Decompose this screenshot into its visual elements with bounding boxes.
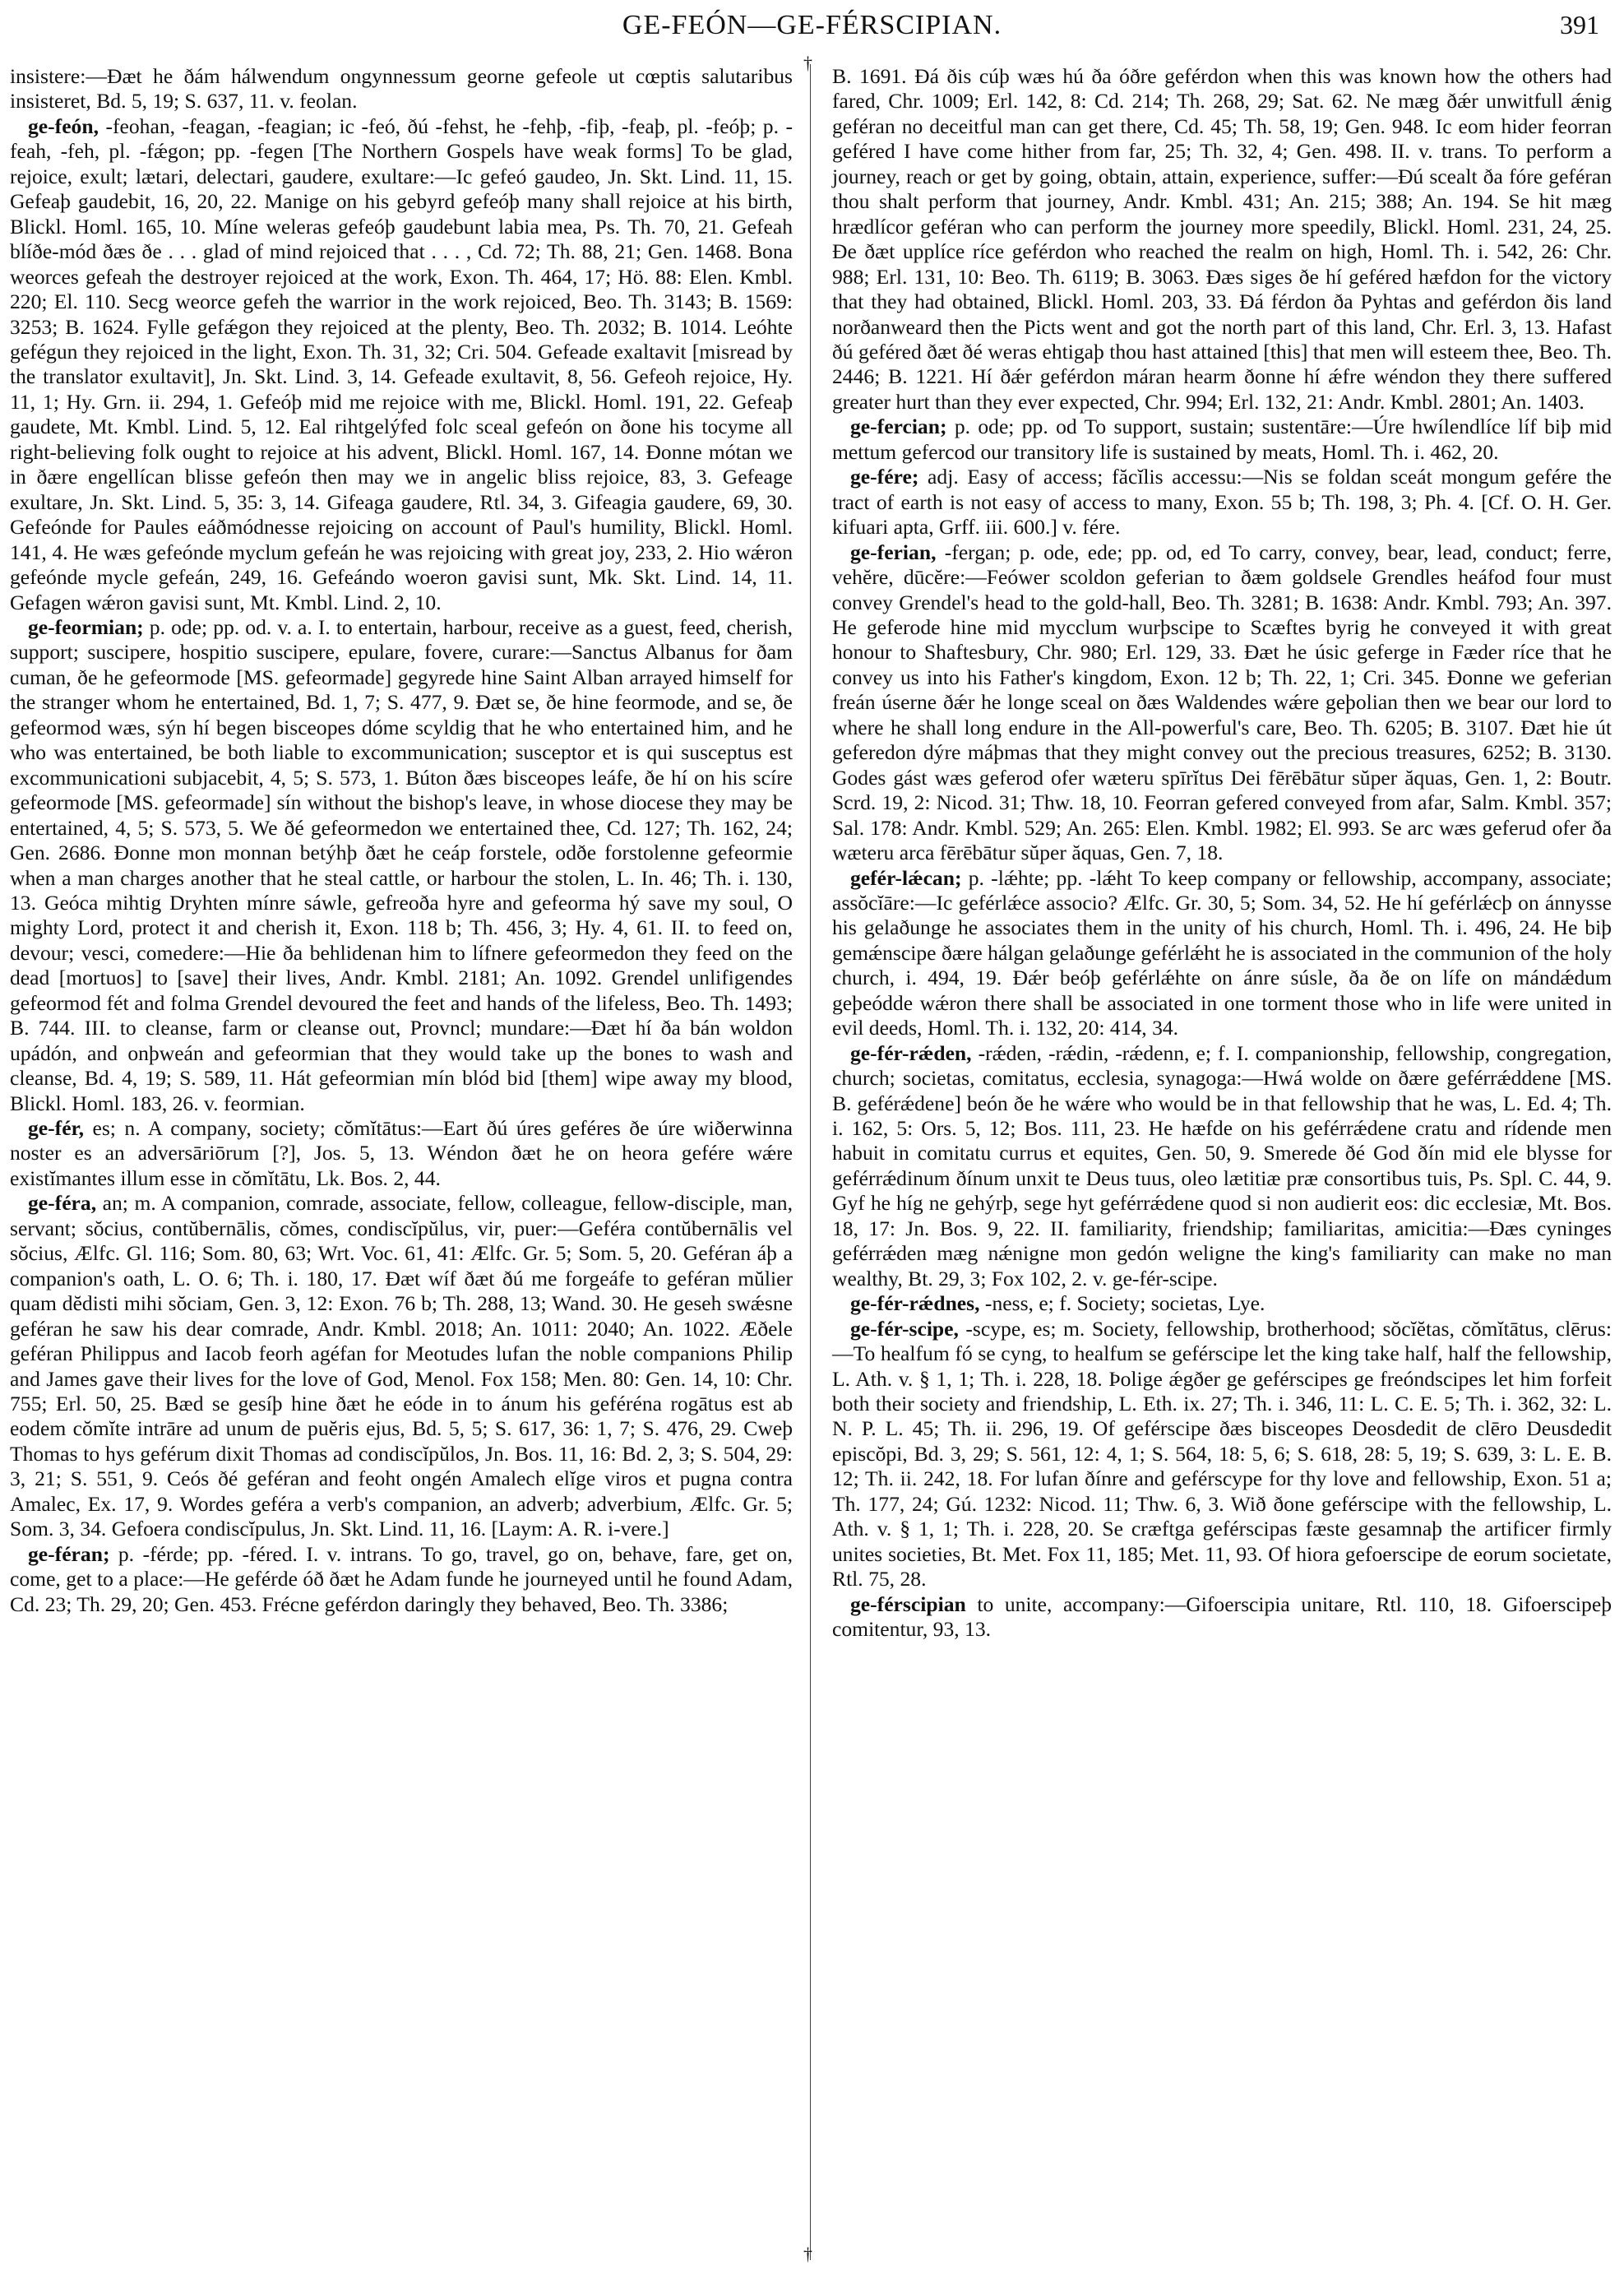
entry-text: B. 1691. Ðá ðis cúþ wæs hú ða óðre geférdon when this was known how the others had fared, Chr. 1009; Erl. 142, 8: Cd. 214; Th. 268, 29; Sat. 62. Ne mæg ðǽr unwitfull ǽnig geféran no deceitful man can get there, Cd. 45; Th. 58, 19; Gen. 948. Ic eom hider feorran geféred I have come hither from far, 25; Th. 32, 4; Gen. 498. II. v. trans. To perform a journey, reach or get by going, obtain, attain, experience, suffer:—Ðú scealt ða fóre geféran thou shalt perform that journey, Andr. Kmbl. 431; An. 215; 388; An. 194. Se hit mæg hrædlícor geféran who can perform the journey more speedily, Blickl. Homl. 231, 24, 25. Ðe ðæt upplíce ríce geférdon who reached the realm on high, Homl. Th. i. 542, 26: Chr. 988; Erl. 131, 10: Beo. Th. 6119; B. 3063. Ðæs siges ðe hí geféred hæfdon for the victory that they had obtained, Blickl. Homl. 203, 33. Ðá férdon ða Pyhtas and geférdon ðis land norðanweard then the Picts went and got the north part of this land, Chr. Erl. 3, 13. Hafast ðú geféred ðæt ðé weras ehtigaþ thou hast attained [this] that men will esteem thee, Beo. Th. 2446; B. 1221. Hí ðǽr geférdon máran hearm ðonne hí ǽfre wéndon they there suffered greater hurt than they ever expected, Chr. 994; Erl. 132, 21: Andr. Kmbl. 2801; An. 1403. (832, 64, 1612, 414)
entry-headword: ge-fercian; (850, 415, 947, 439)
dictionary-entry (10, 615, 793, 1116)
dictionary-entry (10, 64, 793, 114)
entry-headword: ge-feormian; (28, 614, 144, 639)
divider-ornament-icon: † (803, 53, 812, 73)
page-number: 391 (1560, 10, 1599, 39)
entry-headword: ge-fér, (28, 1116, 84, 1141)
entry-text: p. ode; pp. od To support, sustain; sustentāre:—Úre hwílendlíce líf biþ mid mettum gefercod our transitory life is sustained by meats, Homl. Th. i. 462, 20. (832, 415, 1612, 464)
column-divider (810, 64, 811, 2260)
entry-text: es; n. A company, society; cŏmĭtātus:—Eart ðú úres geféres ðe úre wiðerwinna noster es an adversāriōrum [?], Jos. 5, 13. Wéndon ðæt he on heora geférе wǽre existĭmantes illum esse in cŏmĭtātu, Lk. Bos. 2, 44. (10, 1116, 793, 1190)
entry-text: adj. Easy of access; făcĭlis accessu:—Nis se foldan sceát mongum gefére the tract of earth is not easy of access to many, Exon. 55 b; Th. 198, 3; Ph. 4. [Cf. O. H. Ger. kifuari apta, Grff. iii. 600.] v. fére. (832, 465, 1612, 540)
dictionary-entry (832, 64, 1612, 415)
entry-text: an; m. A companion, comrade, associate, fellow, colleague, fellow-disciple, man, servant; sŏcius, contŭbernālis, cŏmes, condiscĭpŭlus, vir, puer:—Geféra contŭbernālis vel sŏcius, Ælfc. Gl. 116; Som. 80, 63; Wrt. Voc. 61, 41: Ælfc. Gr. 5; Som. 5, 20. Geféran áþ a companion's oath, L. O. 6; Th. i. 180, 17. Ðæt wíf ðæt ðú me forgeáfe to geféran mŭlier quam dĕdisti mihi sŏciam, Gen. 3, 12: Exon. 76 b; Th. 288, 13; Wand. 30. He geseh swǽsne geféran he saw his dear comrade, Andr. Kmbl. 2018; An. 1011: 2040; An. 1022. Æðele geféran Philippus and Iacob feorh agéfan for Meotudes lufan the noble companions Philip and James gave their lives for the love of God, Menol. Fox 158; Men. 80: Gen. 14, 10: Chr. 755; Erl. 50, 25. Bæd se gesíþ hine ðæt he eóde in to ánum his geféréna rogātus est ab eodem cŏmĭte intrāre ad unum de puĕris ejus, Bd. 5, 5; S. 617, 36: 1, 7; S. 476, 29. Cweþ Thomas to hys geférum dixit Thomas ad condiscĭpŭlos, Jn. Bos. 11, 16: Bd. 2, 3; S. 504, 29: 3, 21; S. 551, 9. Ceós ðé geféran and feoht ongén Amalech elĭge viros et pugna contra Amalec, Ex. 17, 9. Wordes geféra a verb's companion, an adverb; adverbium, Ælfc. Gr. 5; Som. 3, 34. Gefoera condiscĭpulus, Jn. Skt. Lind. 11, 16. [Laym: A. R. i-vere.] (10, 1191, 793, 1541)
entry-headword: ge-féran; (28, 1541, 110, 1566)
entry-headword: ge-féra, (28, 1191, 97, 1216)
entry-text: to unite, accompany:—Gifoerscipia unitare, Rtl. 110, 18. Gifoerscipeþ comitentur, 93, 13. (832, 1591, 1612, 1642)
entry-headword: gefér-lǽcan; (850, 865, 962, 890)
entry-text: insistere:—Ðæt he ðám hálwendum ongynnessum georne gefeole ut cœptis salutaribus insisteret, Bd. 5, 19; S. 637, 11. v. feolan. (10, 64, 793, 114)
entry-headword: ge-fér-scipe, (850, 1316, 959, 1341)
entry-headword: ge-ferian, (850, 540, 937, 564)
entry-headword: ge-fér-rǽden, (850, 1040, 972, 1065)
dictionary-entry (832, 465, 1612, 540)
entry-text: -rǽden, -rǽdin, -rǽdenn, e; f. I. companionship, fellowship, congregation, church; societas, comitatus, ecclesia, synagoga:—Hwá wolde on ðære geférrǽddene [MS. B. geférǽdene] beón ðe he wǽre who would be in that fellowship that he was, L. Ed. 4; Th. i. 162, 5: Ors. 5, 12; Bos. 111, 23. He hæfde on his geférrǽdene cratu and rídende men habuit in comitatu currus et equites, Gen. 50, 9. Smerede ðé God ðín mid ele blysse for geférrǽdinum ðínum unxit te Deus tuus, oleo lætitiæ præ consortibus tuis, Ps. Spl. C. 44, 9. Gyf he híg ne gehýrþ, sege hyt geférrǽdene quod si non audierit eos: dic ecclesiæ, Mt. Bos. 18, 17: Jn. Bos. 9, 22. II. familiarity, friendship; familiaritas, amicitia:—Ðæs cyninges geférrǽden mæg nǽnigne mon gedón weligne the king's familiarity can make no man wealthy, Bt. 29, 3; Fox 102, 2. v. ge-fér-scipe. (832, 1040, 1612, 1290)
entry-headword: ge-férscipian (850, 1591, 966, 1616)
entry-text: p. -férde; pp. -féred. I. v. intrans. To go, travel, go on, behave, fare, get on, come, get to a place:—He geférde óð ðæt he Adam funde he journeyed until he found Adam, Cd. 23; Th. 29, 20; Gen. 453. Frécne geférdon daringly they behaved, Beo. Th. 3386; (10, 1541, 793, 1616)
entry-text: -fergan; p. ode, ede; pp. od, ed To carry, convey, bear, lead, conduct; ferre, vehĕre, dūcĕre:—Feówer scoldon geferian to ðæm goldsele Grendles heáfod four must convey Grendel's head to the gold-hall, Beo. Th. 3281; B. 1638: Andr. Kmbl. 793; An. 397. He geferode hine mid mycclum wurþscipe to Scæftes byrig he conveyed it with great honour to Shaftesbury, Chr. 980; Erl. 129, 33. Ðæt he úsic geferge in Fæder ríce that he convey us into his Father's kingdom, Exon. 12 b; Th. 22, 1; Cri. 345. Ðonne we geferian freán úserne ðǽr he longe sceal on ðæs Waldendes wǽre geþolian then we bear our lord to where he shall long endure in the All-powerful's care, Beo. Th. 6205; B. 3107. Ðæt hie út geferedon dýre máþmas that they might convey out the precious treasures, 6252; B. 3130. Godes gást wæs geferod ofer wæteru spīrĭtus Dei fērēbātur sŭper ăquas, Gen. 1, 2: Boutr. Scrd. 19, 2: Nicod. 31; Thw. 18, 10. Feorran gefered conveyed from afar, Salm. Kmbl. 357; Sal. 178: Andr. Kmbl. 529; An. 265: Elen. Kmbl. 1982; El. 993. Se arc wæs geferud ofer ða wæteru arca fērēbātur sŭper ăquas, Gen. 7, 18. (832, 540, 1612, 865)
entry-headword: ge-fér-rǽdnes, (850, 1291, 980, 1316)
page-header (0, 8, 1624, 49)
left-column (10, 64, 793, 1617)
running-title: GE-FEÓN—GE-FÉRSCIPIAN. (622, 10, 1002, 40)
dictionary-entry (10, 114, 793, 615)
dictionary-entry (832, 866, 1612, 1041)
entry-text: p. -lǽhte; pp. -lǽht To keep company or fellowship, accompany, associate; assŏcĭāre:—Ic geférlǽce associo? Ælfc. Gr. 30, 5; Som. 34, 52. He hí geférlǽcþ on ánnysse his gelaðunge he associates them in the unity of his church, Homl. Th. i. 496, 24. He biþ gemǽnscipe ðære hálgan gelaðunge geférlǽht he is associated in the communion of the holy church, i. 494, 19. Ðǽr beóþ geférlǽhte on ánre súsle, ða ðe on lífe on mándǽdum geþeódde wǽron there shall be associated in one torment those who in life were united in evil deeds, Homl. Th. i. 132, 20: 414, 34. (832, 865, 1612, 1040)
entry-headword: ge-feón, (28, 114, 99, 138)
entry-headword: ge-fére; (850, 465, 919, 489)
dictionary-entry (832, 415, 1612, 465)
right-column (832, 64, 1612, 1642)
dictionary-entry (832, 1041, 1612, 1292)
dictionary-entry (832, 1592, 1612, 1642)
dictionary-entry (832, 1317, 1612, 1592)
entry-text: -scype, es; m. Society, fellowship, brotherhood; sŏcĭĕtas, cŏmĭtātus, clērus:—To healfum fó se cyng, to healfum se geférscipe let the king take half, half the fellowship, L. Ath. v. § 1, 1; Th. i. 228, 18. Þolige ǽgðer ge geférscipes ge freóndscipes let him forfeit both their society and friendship, L. Eth. ix. 27; Th. i. 346, 11: L. C. E. 5; Th. i. 362, 32: L. N. P. L. 45; Th. ii. 296, 19. Of geférscipe ðæs bisceopes Deosdedit de clēro Deusdedit episcŏpi, Bd. 3, 29; S. 561, 12: 4, 1; S. 564, 18: 5, 6; S. 618, 28: 5, 19; S. 639, 3: L. E. B. 12; Th. ii. 242, 18. For lufan ðínre and geférscype for thy love and fellowship, Exon. 51 a; Th. 177, 24; Gú. 1232: Nicod. 11; Thw. 6, 3. Wið ðone geférscipe with the fellowship, L. Ath. v. § 1, 1; Th. i. 228, 20. Se cræftga geférscipas fæste gesamnaþ the artificer firmly unites societies, Bt. Met. Fox 11, 185; Met. 11, 93. Of hiora gefoerscipe de eorum societate, Rtl. 75, 28. (832, 1316, 1612, 1591)
dictionary-entry (10, 1191, 793, 1541)
dictionary-entry (832, 540, 1612, 866)
entry-text: -feohan, -feagan, -feagian; ic -feó, ðú -fehst, he -fehþ, -fiþ, -feaþ, pl. -feóþ; p. -feah, -feh, pl. -fǽgon; pp. -fegen [The Northern Gospels have weak forms] To be glad, rejoice, exult; lætari, delectari, gaudere, exultare:—Ic gefeó gaudeo, Jn. Skt. Lind. 11, 15. Gefeaþ gaudebit, 16, 20, 22. Manige on his gebyrd gefeóþ many shall rejoice at his birth, Blickl. Homl. 165, 10. Míne weleras gefeóþ gaudebunt labia mea, Ps. Th. 70, 21. Gefeah blíðe-mód ðæs ðe . . . glad of mind rejoiced that . . . , Cd. 72; Th. 88, 21; Gen. 1468. Bona weorces gefeah the destroyer rejoiced at the work, Exon. Th. 464, 17; Hö. 88: Elen. Kmbl. 220; El. 110. Secg weorce gefeh the warrior in the work rejoiced, Beo. Th. 3143; B. 1569: 3253; B. 1624. Fylle gefǽgon they rejoiced at the plenty, Beo. Th. 2032; B. 1014. Leóhte gefégun they rejoiced in the light, Exon. Th. 31, 32; Cri. 504. Gefeade exaltavit [misread by the translator exultavit], Jn. Skt. Lind. 3, 14. Gefeade exultavit, 8, 56. Gefeoh rejoice, Hy. 11, 1; Hy. Grn. ii. 294, 1. Gefeóþ mid me rejoice with me, Blickl. Homl. 191, 22. Gefeaþ gaudete, Mt. Kmbl. Lind. 5, 12. Eal rihtgelýfed folc sceal gefeón on ðone his tocyme all right-believing folk ought to rejoice at his advent, Blickl. Homl. 167, 14. Ðonne mótan we in ðære engellícan blisse gefeón then may we in angelic bliss rejoice, 83, 3. Gefeage exultare, Jn. Skt. Lind. 5, 35: 3, 14. Gifeaga gaudere, Rtl. 34, 3. Gifeagia gaudere, 69, 30. Gefeónde for Paules eáðmódnesse rejoicing on account of Paul's humility, Blickl. Homl. 141, 4. He wæs gefeónde myclum gefeán he was rejoicing with great joy, 233, 2. Hio wǽron gefeónde mycle gefeán, 249, 16. Gefeándo woeron gavisi sunt, Mk. Skt. Lind. 14, 11. Gefagen wǽron gavisi sunt, Mt. Kmbl. Lind. 2, 10. (10, 114, 793, 614)
entry-text: -ness, e; f. Society; societas, Lye. (979, 1291, 1265, 1316)
dictionary-entry (10, 1116, 793, 1191)
dictionary-entry (10, 1542, 793, 1617)
dictionary-entry (832, 1291, 1612, 1316)
entry-text: p. ode; pp. od. v. a. I. to entertain, harbour, receive as a guest, feed, cherish, support; suscipere, hospitio suscipere, epulare, fovere, curare:—Sanctus Albanus for ðam cuman, ðe he gefeormode [MS. gefeormade] gegyrede hine Saint Alban arrayed himself for the stranger whom he entertained, Bd. 1, 7; S. 477, 9. Ðæt se, ðe hine feormode, and se, ðe gefeormod wæs, sýn hí begen bisceopes dóme scyldig that he who entertained him, and he who was entertained, be both liable to excommunication; susceptor et is qui susceptus est excommunicationi subjacebit, 4, 5; S. 573, 1. Búton ðæs bisceopes leáfe, ðe hí on his scíre gefeormode [MS. gefeormade] sín without the bishop's leave, in whose diocese they may be entertained, 4, 5; S. 573, 5. We ðé gefeormedon we entertained thee, Cd. 127; Th. 162, 24; Gen. 2686. Ðonne mon monnan betýhþ ðæt he ceáp forstele, odðe forstolenne gefeormie when a man charges another that he steal cattle, or harbour the stolen, L. In. 46; Th. i. 130, 13. Geóca mihtig Dryhten mínre sáwle, gefreoða hyre and gefeorma hý save my soul, O mighty Lord, protect it and cherish it, Exon. 118 b; Th. 456, 3; Hy. 4, 61. II. to feed on, devour; vesci, comedere:—Hie ða behlidenan him to lífnere gefeormedon they feed on the dead [mortuos] to [save] their lives, Andr. Kmbl. 2181; An. 1092. Grendel unlifigendes gefeormod fét and folma Grendel devoured the feet and hands of the lifeless, Beo. Th. 1493; B. 744. III. to cleanse, farm or cleanse out, Provncl; mundare:—Ðæt hí ða bán woldon upádón, and onþweán and gefeormian that they would take up the bones to wash and cleanse, Bd. 4, 19; S. 589, 11. Hát gefeormian mín blód bid [them] wipe away my blood, Blickl. Homl. 183, 26. v. feormian. (10, 614, 793, 1115)
divider-ornament-icon: † (803, 2244, 812, 2264)
